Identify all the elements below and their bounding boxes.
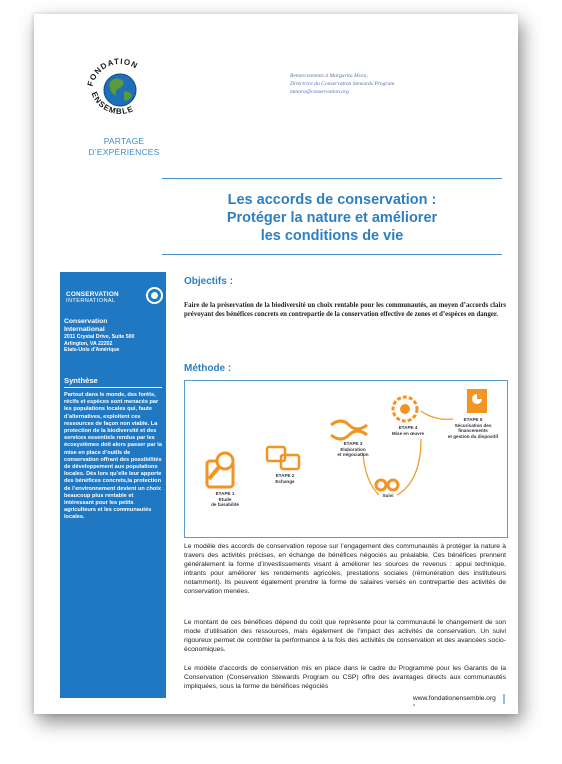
method-diagram-graphics [185,381,507,537]
gears-icon [393,397,417,421]
conservation-international-logo [63,280,163,308]
title-rule-bottom [162,254,502,255]
step-3 [325,441,381,458]
synthese-rule [64,387,162,388]
step-1 [205,491,245,508]
title-line-1: Les accords de conservation : [227,192,437,208]
ci-name: CONSERVATION [66,291,119,298]
step-4-label: Mise en œuvre [391,430,425,436]
synthese-heading: Synthèse [64,376,98,385]
speech-bubbles-icon [267,447,299,469]
body-paragraph-1: Le modèle des accords de conservation repose sur l’engagement des communautés à protéger la nature à travers des activités précises, en échange de bénéfices négociés au préalable. Ces bénéfices prennent généralement la forme d’investissements visant à améliorer les sources de revenus : appui technique, intrants pour améliorer les rendements agricoles, prestations sociales (rémunération des instituteurs notamment). Ils peuvent également prendre la forme de salaires versés en contrepartie des activités de conservation menées. [184,543,506,595]
body-paragraph-3: Le modèle d’accords de conservation mis en place dans le cadre du Programme pour les Garants de la Conservation (Conservation Stewards Program ou CSP) offre des avantages directs aux communautés impliquées, sous la forme de bénéfices négociés [184,665,506,690]
title-line-2: Protéger la nature et améliorer [226,210,438,226]
step-2-title: ETAPE 2 [275,473,295,478]
step-suivi-label: Suivi [382,493,394,498]
synthese-text: Partout dans le monde, des forêts, récifs et espèces sont menacés par les populations locales qui, faute d’alternatives, exploitent ces ressources de façon non viable. La protection de la biodiversité et des services essentiels rendus par les écosystèmes doit alors passer par la mise en place d’outils de conservation offrant des possibilités de développement aux populations locales. Dès lors qu’elle leur apporte des bénéfices concrets,la protection de l’environnement devient un choix beaucoup plus rentable et intéressant pour les petits agriculteurs et les communautés locales. [64,392,162,521]
partage-line-1: PARTAGE [103,136,145,146]
step-3-label: Elaboration et négociation [337,446,369,458]
addr-line-3: Etats-Unis d'Amérique [64,347,120,354]
step-1-title: ETAPE 1 [215,491,235,496]
partage-label [74,136,174,158]
acknowledgements [290,72,490,96]
step-2-label: Echange [275,478,295,484]
methode-heading: Méthode : [184,363,232,374]
title-rule-top [162,178,502,179]
step-5-title: ETAPE 5 [463,417,483,422]
handshake-icon [331,421,367,439]
objectifs-text: Faire de la préservation de la biodiversité un choix rentable pour les communautés, au moyen d’accords clairs prévoyant des bénéfices concrets en contrepartie de la conservation effective de zones et d’espèces en danger. [184,302,506,319]
organization-address [64,334,166,354]
org-line-2: International [64,326,105,333]
logo-top-word: FONDATION [85,56,140,88]
step-5-label: Sécurisation des financements et gestion du dispositif [447,422,499,439]
partage-line-2: D’EXPÉRIENCES [88,147,160,157]
step-suivi [375,493,401,499]
thanks-line-1: Remerciements à Margarita Mora, [290,73,368,79]
step-3-title: ETAPE 3 [343,441,363,446]
step-2 [265,473,305,484]
title-line-3: les conditions de vie [260,228,404,244]
body-paragraph-2: Le montant de ces bénéfices dépend du coût que représente pour la communauté le changement de son mode d’utilisation des ressources, mais également de l’impact des activités de conservation. Un suivi rigoureux permet de contrôler la performance à la fois des activités de conservation et des avancées socio-économiques. [184,619,506,653]
step-1-label: Etude de faisabilité [211,496,239,508]
step-5 [441,417,505,439]
addr-line-1: 2011 Crystal Drive, Suite 500 [64,334,135,340]
cycle-arrow [397,439,421,495]
binoculars-icon [376,480,398,490]
document-page [34,14,518,714]
method-diagram [184,380,508,538]
ci-globe-icon [146,287,163,304]
org-line-1: Conservation [64,318,108,325]
sidebar [60,272,166,698]
logo-bottom-word: ENSEMBLE [89,90,136,117]
footer-url[interactable]: www.fondationensemble.org [413,695,496,702]
page-title [162,191,502,245]
step-4-title: ETAPE 4 [398,425,418,430]
footer-url-frame [412,694,506,706]
ci-sub: INTERNATIONAL [66,298,116,304]
magnifier-icon [207,453,233,487]
organization-name [64,318,164,334]
report-chart-icon [467,389,487,413]
step-4 [385,425,431,436]
thanks-line-2: Directrice du Conservation Stewards Program [290,81,395,87]
fondation-ensemble-logo [80,54,160,124]
addr-line-2: Arlington, VA 22202 [64,340,113,347]
objectifs-heading: Objectifs : [184,276,233,287]
thanks-email[interactable]: mmora@conservation.org [290,89,349,95]
